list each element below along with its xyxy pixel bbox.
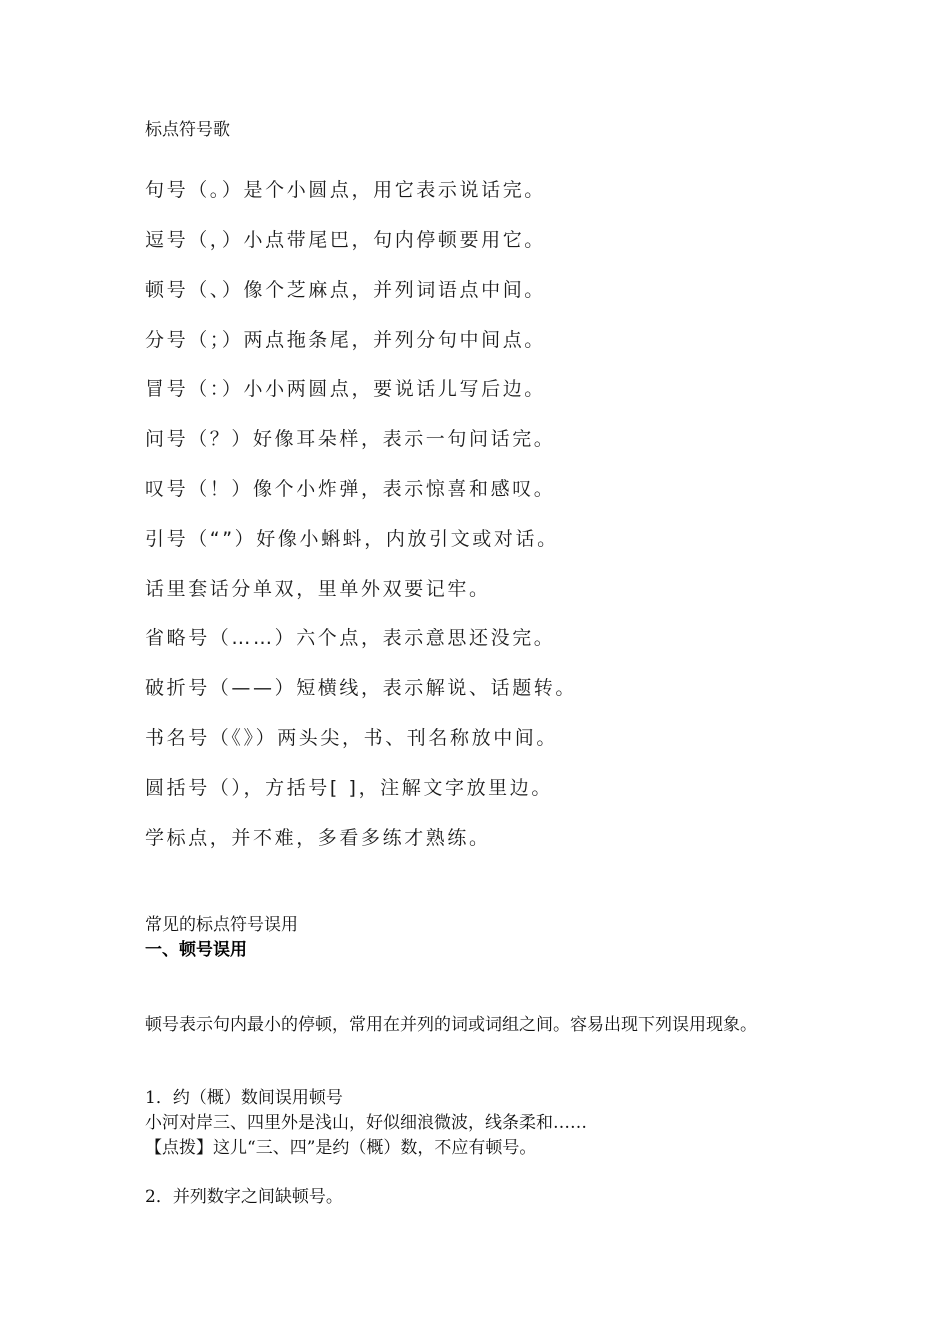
- poem-title: 标点符号歌: [145, 120, 230, 140]
- poem-line: 省略号（……）六个点，表示意思还没完。: [145, 627, 556, 649]
- poem-line: 破折号（——）短横线，表示解说、话题转。: [145, 677, 578, 699]
- section-heading: 一、顿号误用: [145, 940, 247, 960]
- poem-line: 句号（。）是个小圆点，用它表示说话完。: [145, 179, 546, 201]
- item-title: 2．并列数字之间缺顿号。: [145, 1187, 343, 1207]
- poem-line: 分号（；）两点拖条尾，并列分句中间点。: [145, 329, 546, 351]
- note-text: 【点拨】这儿“三、四”是约（概）数，不应有顿号。: [145, 1138, 537, 1158]
- poem-line: 书名号（《》）两头尖，书、刊名称放中间。: [145, 727, 559, 749]
- poem-line: 引号（“”）好像小蝌蚪，内放引文或对话。: [145, 528, 559, 550]
- poem-line: 逗号（，）小点带尾巴，句内停顿要用它。: [145, 229, 546, 251]
- poem-line: 叹号（！）像个小炸弹，表示惊喜和感叹。: [145, 478, 556, 500]
- poem-line: 话里套话分单双，里单外双要记牢。: [145, 578, 491, 600]
- poem-line: 冒号（：）小小两圆点，要说话儿写后边。: [145, 378, 546, 400]
- poem-line: 问号（？）好像耳朵样，表示一句问话完。: [145, 428, 556, 450]
- poem-line: 学标点，并不难，多看多练才熟练。: [145, 827, 491, 849]
- section-title: 常见的标点符号误用: [145, 915, 298, 935]
- intro-paragraph: 顿号表示句内最小的停顿，常用在并列的词或词组之间。容易出现下列误用现象。: [145, 1015, 757, 1035]
- poem-line: 顿号（、）像个芝麻点，并列词语点中间。: [145, 279, 546, 301]
- item-title: 1．约（概）数间误用顿号: [145, 1088, 343, 1108]
- poem-line: 圆括号（），方括号[ ]，注解文字放里边。: [145, 777, 553, 799]
- example-sentence: 小河对岸三、四里外是浅山，好似细浪微波，线条柔和……: [145, 1113, 587, 1133]
